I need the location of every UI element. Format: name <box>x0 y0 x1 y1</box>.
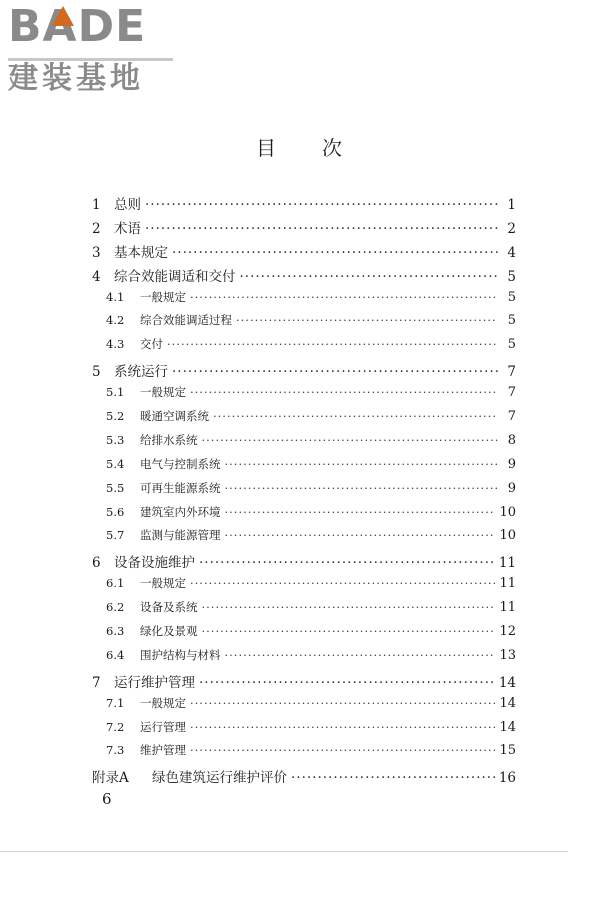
toc-entry-label: 建筑室内外环境 <box>140 504 221 519</box>
toc-entry[interactable] <box>92 456 516 480</box>
toc-entry-page: 11 <box>499 600 516 616</box>
toc-entry[interactable] <box>92 504 516 528</box>
toc-entry-number: 6.1 <box>106 576 125 591</box>
toc-entry-page: 9 <box>507 480 516 496</box>
toc-leader-dots <box>225 481 499 495</box>
toc-entry-label: 设备及系统 <box>140 600 198 615</box>
toc-entry-label: 暖通空调系统 <box>140 409 209 424</box>
toc-entry-page: 7 <box>507 385 516 401</box>
toc-entry-label: 围护结构与材料 <box>140 647 221 662</box>
toc-entry-number: 4.2 <box>106 313 125 328</box>
toc-entry-page: 15 <box>499 743 516 759</box>
toc-entry-label: 术语 <box>114 220 141 237</box>
toc-leader-dots <box>190 385 498 399</box>
toc-entry-page: 13 <box>499 647 516 663</box>
toc-entry-page: 11 <box>498 555 516 572</box>
toc-entry-page: 14 <box>499 695 516 711</box>
bottom-divider <box>0 851 568 852</box>
toc-entry-label: 综合效能调适过程 <box>140 313 232 328</box>
toc-entry-number: 5.5 <box>106 480 125 495</box>
toc-entry-label: 一般规定 <box>140 695 186 710</box>
toc-entry-number: 7.2 <box>106 719 125 734</box>
toc-entry-number: 6.3 <box>106 624 125 639</box>
bade-logo <box>8 1 183 100</box>
toc-title <box>0 132 600 161</box>
toc-entry[interactable] <box>92 432 516 456</box>
logo-brand: BADE <box>8 1 147 52</box>
toc-entry-label: 总则 <box>114 197 141 213</box>
toc-entry[interactable] <box>92 527 516 551</box>
toc-entry-number: 1 <box>92 197 101 213</box>
toc-entry-label: 一般规定 <box>140 289 186 304</box>
toc-entry-number: 6 <box>92 555 101 572</box>
toc-entry-page: 7 <box>507 409 516 425</box>
toc-entry-number: 2 <box>92 220 101 237</box>
toc-leader-dots <box>167 337 498 351</box>
toc-entry-label: 综合效能调适和交付 <box>114 268 236 285</box>
toc-entry-label: 给排水系统 <box>140 432 198 447</box>
toc-entry-label: 可再生能源系统 <box>140 480 221 495</box>
toc-entry[interactable] <box>92 289 516 313</box>
toc-entry-page: 5 <box>507 268 516 285</box>
toc-leader-dots <box>172 245 498 261</box>
toc-entry[interactable] <box>92 193 516 217</box>
toc-entry-number: 3 <box>92 244 101 261</box>
page-number: 6 <box>102 790 112 808</box>
toc-entry-label: 一般规定 <box>140 576 186 591</box>
toc-entry-label: 交付 <box>140 337 163 352</box>
toc-leader-dots <box>190 290 498 304</box>
toc-entry-page: 9 <box>507 456 516 472</box>
toc-leader-dots <box>202 600 496 614</box>
toc-entry-number: 4.3 <box>106 337 125 352</box>
toc-entry-page: 10 <box>499 504 516 520</box>
toc-entry[interactable] <box>92 719 516 743</box>
toc-entry[interactable] <box>92 480 516 504</box>
toc-entry-page: 1 <box>507 197 516 213</box>
toc-entry-number: 5.4 <box>106 456 125 471</box>
toc-entry-label: 运行管理 <box>140 719 186 734</box>
toc-leader-dots <box>202 624 496 638</box>
toc-entry-number: 7 <box>92 674 101 691</box>
toc-leader-dots <box>225 457 499 471</box>
logo-accent-shape <box>52 6 74 26</box>
toc-entry[interactable] <box>92 408 516 432</box>
toc-entry[interactable] <box>92 336 516 360</box>
toc-entry-number: 附录A <box>92 770 129 787</box>
toc-entry-number: 4 <box>92 268 101 285</box>
toc-entry-page: 5 <box>507 289 516 305</box>
toc-entry[interactable] <box>92 384 516 408</box>
logo-subtitle: 建装基地 <box>8 61 144 96</box>
toc-entry-page: 11 <box>499 576 516 592</box>
toc-entry[interactable] <box>92 575 516 599</box>
toc-leader-dots <box>213 409 498 423</box>
toc-leader-dots <box>236 313 498 327</box>
toc-entry-page: 5 <box>507 337 516 353</box>
toc-entry-page: 16 <box>498 770 516 787</box>
toc-entry[interactable] <box>92 623 516 647</box>
toc-leader-dots <box>190 576 495 590</box>
toc-leader-dots <box>240 269 499 285</box>
toc-entry-label: 一般规定 <box>140 385 186 400</box>
toc-entry-label: 基本规定 <box>114 244 168 261</box>
toc-entry-label: 系统运行 <box>114 364 168 381</box>
toc-leader-dots <box>225 505 496 519</box>
toc-entry[interactable] <box>92 766 516 790</box>
toc-title-part1: 目 <box>256 136 278 160</box>
toc-entry-label: 绿色建筑运行维护评价 <box>152 770 287 787</box>
toc-leader-dots <box>172 364 498 380</box>
toc-entry-label: 维护管理 <box>140 743 186 758</box>
table-of-contents <box>92 193 516 790</box>
toc-leader-dots <box>145 221 498 237</box>
toc-leader-dots <box>225 528 496 542</box>
toc-entry-label: 运行维护管理 <box>114 674 195 691</box>
toc-entry[interactable] <box>92 265 516 289</box>
toc-entry-page: 7 <box>507 364 516 381</box>
toc-leader-dots <box>190 720 495 734</box>
toc-leader-dots <box>190 743 495 757</box>
toc-entry-number: 5 <box>92 364 101 381</box>
toc-entry-number: 6.2 <box>106 600 125 615</box>
toc-leader-dots <box>202 433 499 447</box>
toc-entry-number: 5.1 <box>106 385 125 400</box>
toc-entry-page: 14 <box>498 674 516 691</box>
toc-entry-label: 绿化及景观 <box>140 624 198 639</box>
toc-entry[interactable] <box>92 551 516 575</box>
toc-entry[interactable] <box>92 360 516 384</box>
toc-entry-page: 14 <box>499 719 516 735</box>
toc-leader-dots <box>291 770 495 786</box>
toc-entry[interactable] <box>92 695 516 719</box>
toc-entry-label: 设备设施维护 <box>114 555 195 572</box>
toc-entry-number: 4.1 <box>106 289 125 304</box>
toc-entry[interactable] <box>92 217 516 241</box>
toc-entry-page: 2 <box>507 220 516 237</box>
toc-entry[interactable] <box>92 599 516 623</box>
toc-entry-number: 5.2 <box>106 409 125 424</box>
toc-leader-dots <box>199 675 495 691</box>
toc-leader-dots <box>199 555 495 571</box>
toc-entry-number: 6.4 <box>106 647 125 662</box>
toc-leader-dots <box>225 648 496 662</box>
toc-entry-page: 12 <box>499 624 516 640</box>
toc-entry-page: 5 <box>507 313 516 329</box>
toc-entry-page: 10 <box>499 528 516 544</box>
toc-entry-label: 监测与能源管理 <box>140 528 221 543</box>
toc-entry[interactable] <box>92 647 516 671</box>
toc-title-part2: 次 <box>322 136 344 160</box>
toc-entry-number: 7.1 <box>106 695 125 710</box>
toc-entry[interactable] <box>92 671 516 695</box>
toc-entry-number: 5.7 <box>106 528 125 543</box>
toc-entry[interactable] <box>92 742 516 766</box>
toc-leader-dots <box>190 696 495 710</box>
toc-entry[interactable] <box>92 241 516 265</box>
toc-entry-number: 5.6 <box>106 504 125 519</box>
toc-entry-number: 5.3 <box>106 432 125 447</box>
toc-leader-dots <box>145 197 498 213</box>
toc-entry-label: 电气与控制系统 <box>140 456 221 471</box>
toc-entry-page: 8 <box>507 432 516 448</box>
toc-entry[interactable] <box>92 312 516 336</box>
toc-entry-number: 7.3 <box>106 743 125 758</box>
toc-entry-page: 4 <box>507 244 516 261</box>
